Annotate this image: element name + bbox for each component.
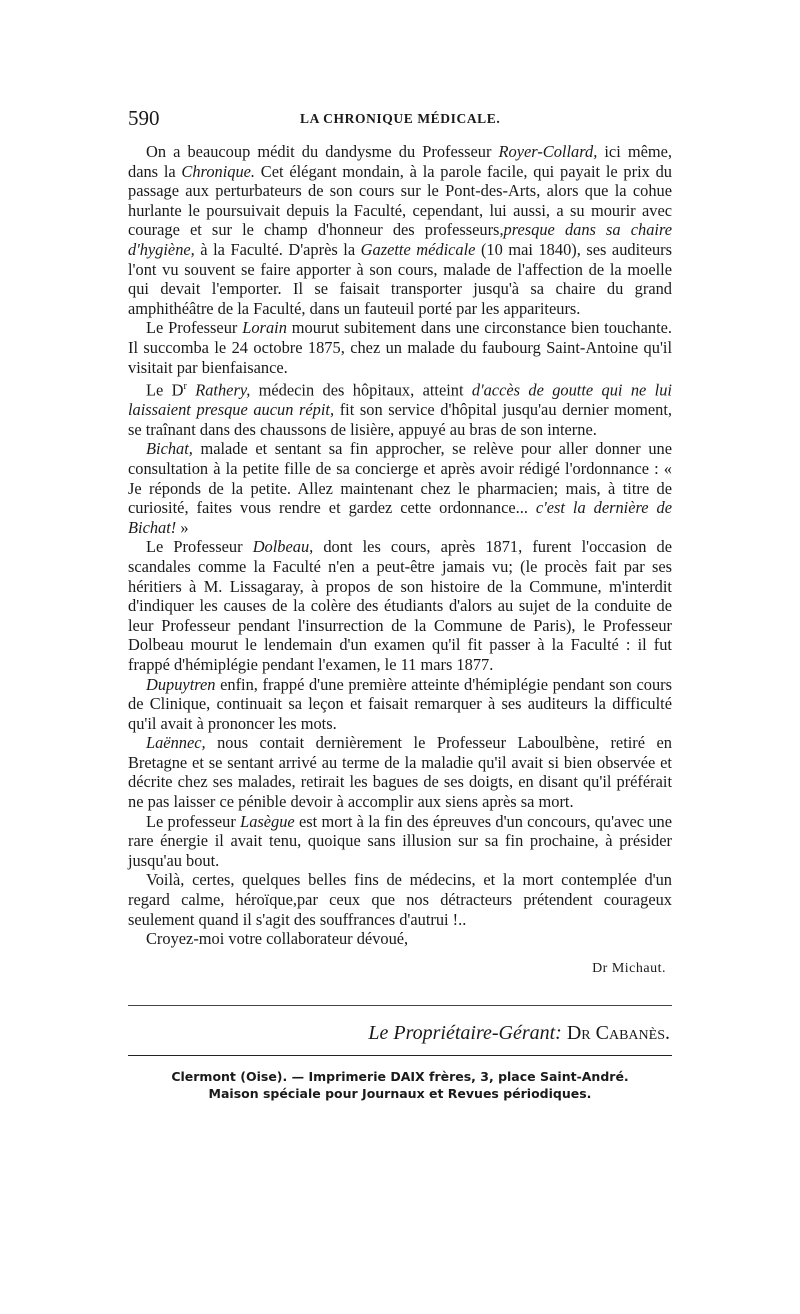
italic-text: Chronique. [181, 161, 256, 181]
text-run: malade et sentant sa fin approcher, se relève pour aller donner une consultation à la petite fille de sa concierge et après avoir rédigé l'ordonnance : « Je réponds de la petite. Allez maintenant chez le pharmacien; mais, à titre de curiosité, faites vous rendre et gardez cette ordonnance... [128, 439, 672, 518]
proprietor-line [128, 1022, 672, 1045]
text-run: Le D [146, 380, 184, 400]
text-run: à la Faculté. D'après la [194, 239, 361, 259]
page-header [128, 104, 672, 134]
paragraph [128, 142, 672, 318]
paragraph [128, 318, 672, 377]
paragraph [128, 870, 672, 929]
text-run: Cet élégant mondain, à la parole facile, qui payait le prix du passage aux perturbateurs de son cours sur le Pont-des-Arts, alors que la cohue hurlante le poursuivait depuis la Faculté, cependant, lui aussi, a su mourir avec courage et sur le champ d'honneur des professeurs, [128, 161, 672, 240]
text-run: médecin des hôpitaux, atteint [250, 380, 472, 400]
printer-imprint [128, 1068, 672, 1102]
italic-text: d'accès de goutte qui ne lui laissaient presque aucun répit, [128, 380, 672, 420]
text-run: On a beaucoup médit du dandysme du Professeur [146, 142, 499, 161]
paragraph [128, 377, 672, 439]
text-run: Le professeur [146, 811, 241, 831]
italic-text: Bichat, [146, 439, 193, 459]
text-run: ici même, dans la [128, 142, 672, 181]
imprint-line-1: Clermont (Oise). — Imprimerie DAIX frères, 3, place Saint-André. [171, 1068, 629, 1084]
italic-text: Dupuytren [146, 674, 216, 694]
text-run: » [176, 517, 189, 537]
text-run: dont les cours, après 1871, furent l'occasion de scandales comme la Faculté n'en a peut-être jamais vu; (le procès fait par ses héritiers à M. Lissagaray, à propos de son histoire de la Commune, m'interdit d'indiquer les causes de la colère des étudiants d'alors au sujet de la conduite de leur Professeur pendant l'insurrection de la Commune de Paris), le Professeur Dolbeau mourut le lendemain d'un examen qu'il fit passer à la Faculté : il fut frappé d'hémiplégie pendant l'examen, le 11 mars 1877. [128, 537, 672, 674]
article-body [128, 142, 672, 949]
paragraph [128, 929, 672, 949]
paragraph [128, 733, 672, 811]
text-run: est mort à la fin des épreuves d'un concours, qu'avec une rare énergie il avait tenu, quoique sans illusion sur sa fin prochaine, à présider jusqu'au bout. [128, 811, 672, 870]
italic-text: Gazette médicale [360, 239, 476, 259]
page-number: 590 [128, 106, 160, 130]
paragraph [128, 537, 672, 674]
italic-text: Lorain [242, 318, 287, 338]
italic-text: Laënnec, [146, 733, 206, 753]
text-run: (10 mai 1840), ses auditeurs l'ont vu souvent se faire apporter à son cours, malade de l'affection de la moelle qui devait l'emporter. Il se faisait transporter jusqu'à sa chaire du grand amphithéâtre de la Faculté, dans un fauteuil porté par les appariteurs. [128, 239, 673, 318]
text-run: Voilà, certes, quelques belles fins de médecins, et la mort contemplée d'un regard calme, héroïque,par ceux que nos détracteurs prétendent courageux seulement quand il s'agit des souffrances d'autrui !.. [128, 870, 672, 929]
proprietor-label: Le Propriétaire-Gérant: [368, 1021, 562, 1044]
author-signature: Dr Michaut. [592, 960, 666, 976]
footer-divider [128, 1055, 672, 1056]
running-title: LA CHRONIQUE MÉDICALE. [300, 111, 501, 126]
text-run: nous contait dernièrement le Professeur Laboulbène, retiré en Bretagne et se sentant arrivé au terme de la maladie qu'il avait si bien observée et décrite chez ses malades, retirait les bagues de ses doigts, en disant qu'il préférait ne pas laisser ce pénible devoir à accomplir aux siens après sa mort. [128, 733, 672, 812]
italic-text: Lasègue [240, 811, 295, 831]
text-run: Le Professeur [146, 537, 253, 557]
text-run: mourut subitement dans une circonstance bien touchante. Il succomba le 24 octobre 1875, chez un malade du faubourg Saint-Antoine qu'il visitait par bienfaisance. [128, 318, 672, 377]
paragraph [128, 439, 672, 537]
text-run: enfin, frappé d'une première atteinte d'hémiplégie pendant son cours de Clinique, continuait sa leçon et faisait remarquer à ses auditeurs la difficulté qu'il avait à prononcer les mots. [128, 674, 672, 733]
italic-text: presque dans sa chaire d'hygiène, [128, 220, 672, 259]
text-run [187, 381, 195, 400]
italic-text: c'est la dernière de Bichat! [128, 498, 672, 537]
superscript-text: r [183, 381, 187, 393]
text-run: Croyez-moi votre collaborateur dévoué, [146, 929, 409, 949]
text-run: fit son service d'hôpital jusqu'au dernier moment, se traînant dans des chaussons de lisière, appuyé au bras de son interne. [128, 400, 672, 439]
paragraph [128, 812, 672, 871]
text-run: Le Professeur [146, 318, 243, 338]
paragraph [128, 675, 672, 734]
italic-text: Dolbeau, [252, 537, 314, 557]
imprint-line-2: Maison spéciale pour Journaux et Revues périodiques. [208, 1085, 592, 1101]
section-divider [128, 1005, 672, 1006]
page [128, 104, 672, 1102]
proprietor-name: Dr Cabanès. [566, 1021, 670, 1044]
italic-text: Rathery, [195, 380, 251, 400]
italic-text: Royer-Collard, [498, 142, 598, 161]
